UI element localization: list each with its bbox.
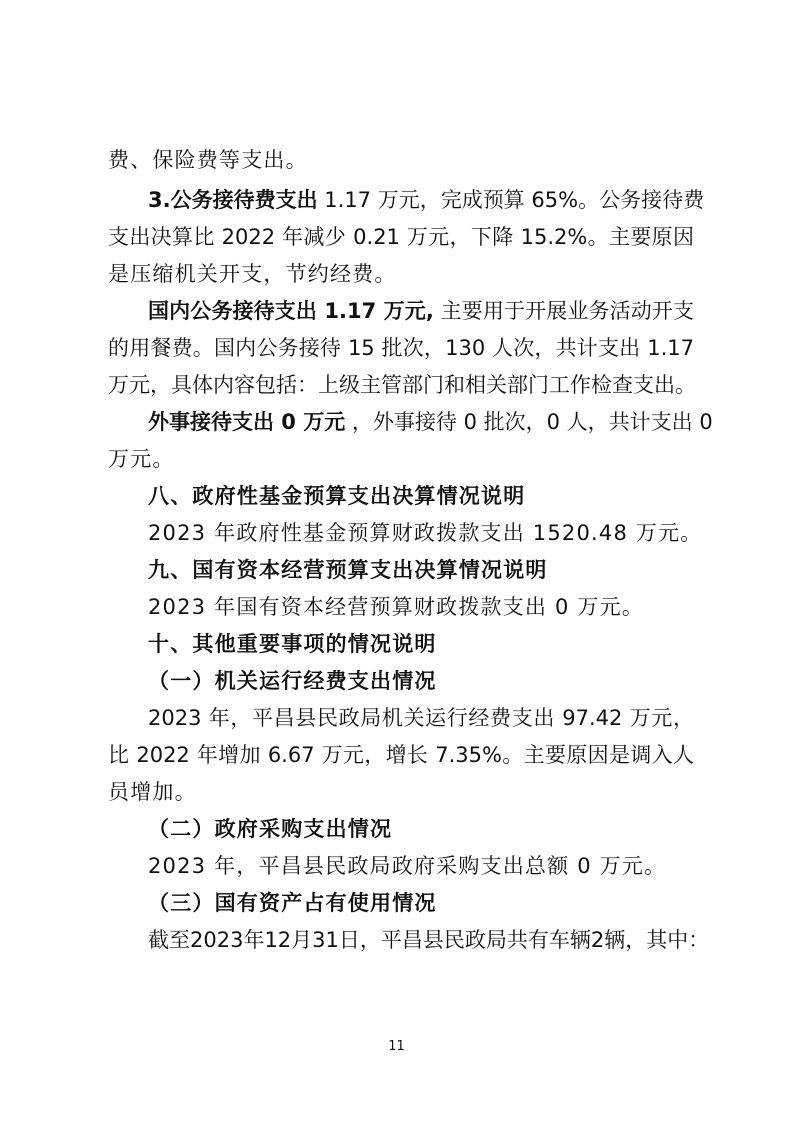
section-heading: 九、国有资本经营预算支出决算情况说明 bbox=[148, 558, 548, 582]
domestic-reception-heading: 国内公务接待支出 1.17 万元, bbox=[148, 299, 434, 323]
paragraph-line: 截至2023年12月31日，平昌县民政局共有车辆2辆，其中： bbox=[148, 928, 710, 952]
subsection-heading: （三）国有资产占有使用情况 bbox=[148, 891, 437, 915]
paragraph-line: 支出决算比 2022 年减少 0.21 万元，下降 15.2%。主要原因 bbox=[108, 225, 694, 249]
paragraph-line: 员增加。 bbox=[108, 780, 197, 804]
section-heading: 八、政府性基金预算支出决算情况说明 bbox=[148, 484, 526, 508]
foreign-reception-text: ，外事接待 0 批次，0 人，共计支出 0 bbox=[351, 410, 713, 434]
reception-expense-text: 1.17 万元，完成预算 65%。公务接待费 bbox=[324, 188, 705, 212]
paragraph-line bbox=[148, 296, 694, 326]
paragraph-line: 的用餐费。国内公务接待 15 批次，130 人次，共计支出 1.17 bbox=[108, 336, 694, 360]
paragraph-line: 2023 年，平昌县民政局机关运行经费支出 97.42 万元， bbox=[148, 706, 694, 730]
subsection-heading: （一）机关运行经费支出情况 bbox=[148, 669, 437, 693]
subsection-heading: （二）政府采购支出情况 bbox=[148, 817, 393, 841]
paragraph-line: 比 2022 年增加 6.67 万元，增长 7.35%。主要原因是调入人 bbox=[108, 743, 694, 767]
domestic-reception-text: 主要用于开展业务活动开支 bbox=[440, 299, 694, 323]
paragraph-line: 费、保险费等支出。 bbox=[108, 148, 308, 172]
section-heading: 十、其他重要事项的情况说明 bbox=[148, 632, 437, 656]
foreign-reception-heading: 外事接待支出 0 万元 bbox=[148, 410, 346, 434]
paragraph-line: 是压缩机关开支，节约经费。 bbox=[108, 262, 397, 286]
paragraph-line bbox=[148, 185, 705, 215]
paragraph-line: 2023 年国有资本经营预算财政拨款支出 0 万元。 bbox=[148, 595, 645, 619]
paragraph-line bbox=[148, 407, 713, 437]
reception-expense-heading: 3.公务接待费支出 bbox=[148, 188, 318, 212]
paragraph-line: 2023 年政府性基金预算财政拨款支出 1520.48 万元。 bbox=[148, 521, 703, 545]
paragraph-line: 2023 年，平昌县民政局政府采购支出总额 0 万元。 bbox=[148, 854, 667, 878]
paragraph-line: 万元，具体内容包括：上级主管部门和相关部门工作检查支出。 bbox=[108, 373, 696, 397]
page-number: 11 bbox=[388, 1039, 405, 1054]
paragraph-line: 万元。 bbox=[108, 447, 175, 471]
